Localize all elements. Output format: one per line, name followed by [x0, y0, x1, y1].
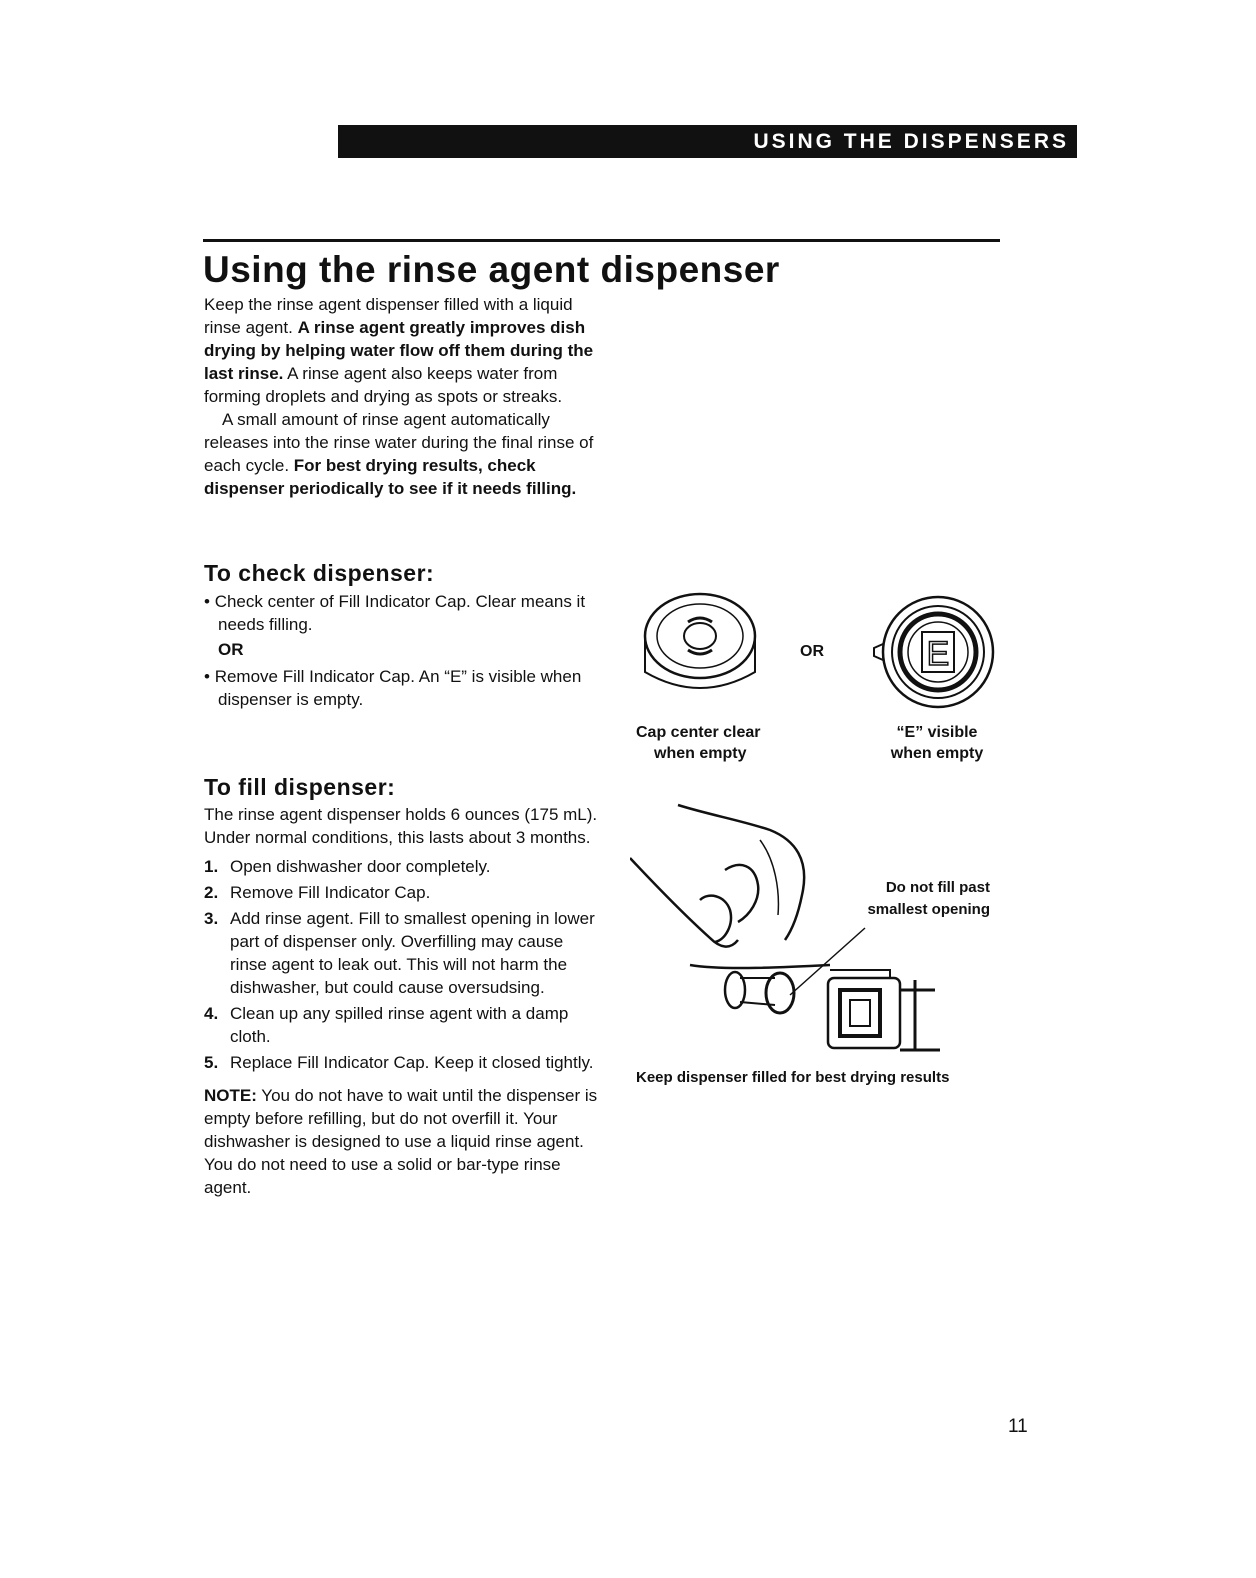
- e-visible-caption: “E” visible when empty: [890, 724, 984, 762]
- cap-clear-caption: Cap center clear when empty: [636, 724, 761, 762]
- page-number: 11: [1008, 1416, 1028, 1437]
- fill-step: 1. Open dishwasher door completely.: [204, 857, 491, 876]
- fill-step: 5. Replace Fill Indicator Cap. Keep it closed tightly.: [204, 1053, 594, 1072]
- title-rule: [203, 239, 1000, 242]
- cap-e-letter: E: [926, 635, 950, 673]
- fill-heading: To fill dispenser:: [204, 774, 396, 800]
- check-or: OR: [218, 640, 244, 659]
- check-bullet-2: • Remove Fill Indicator Cap. An “E” is visible when dispenser is empty.: [204, 667, 582, 709]
- fill-callout: Do not fill past smallest opening: [867, 879, 990, 918]
- fill-dispenser-illustration: [630, 800, 960, 1060]
- fill-step: 3. Add rinse agent. Fill to smallest opening in lower part of dispenser only. Overfilling may cause rinse agent to leak out. This will not harm the dishwasher, but could cause oversudsing.: [204, 909, 595, 997]
- check-heading: To check dispenser:: [204, 560, 435, 586]
- figure-or-label: OR: [800, 643, 824, 660]
- section-banner: USING THE DISPENSERS: [338, 125, 1077, 158]
- intro-paragraph-1: Keep the rinse agent dispenser filled with a liquid rinse agent. A rinse agent greatly improves dish drying by helping water flow off them during the last rinse. A rinse agent also keeps water from forming droplets and drying as spots or streaks.: [204, 295, 594, 406]
- fill-caption: Keep dispenser filled for best drying results: [636, 1069, 950, 1086]
- fill-steps: [204, 855, 604, 1074]
- cap-clear-illustration: [630, 592, 770, 704]
- e-visible-illustration: [866, 592, 996, 710]
- fill-step: 2. Remove Fill Indicator Cap.: [204, 883, 431, 902]
- intro-section: [204, 293, 604, 500]
- page-title: Using the rinse agent dispenser: [203, 249, 780, 290]
- fill-intro: The rinse agent dispenser holds 6 ounces (175 mL). Under normal conditions, this lasts about 3 months.: [204, 805, 598, 847]
- fill-section: [204, 776, 604, 1199]
- intro-paragraph-2: A small amount of rinse agent automatically releases into the rinse water during the final rinse of each cycle. For best drying results, check dispenser periodically to see if it needs filling.: [204, 410, 594, 498]
- check-section: [204, 562, 604, 711]
- fill-note: NOTE: You do not have to wait until the dispenser is empty before refilling, but do not overfill it. Your dishwasher is designed to use a liquid rinse agent. You do not need to use a solid or bar-type rinse agent.: [204, 1086, 598, 1197]
- check-bullet-1: • Check center of Fill Indicator Cap. Clear means it needs filling.: [204, 592, 586, 634]
- fill-step: 4. Clean up any spilled rinse agent with a damp cloth.: [204, 1004, 569, 1046]
